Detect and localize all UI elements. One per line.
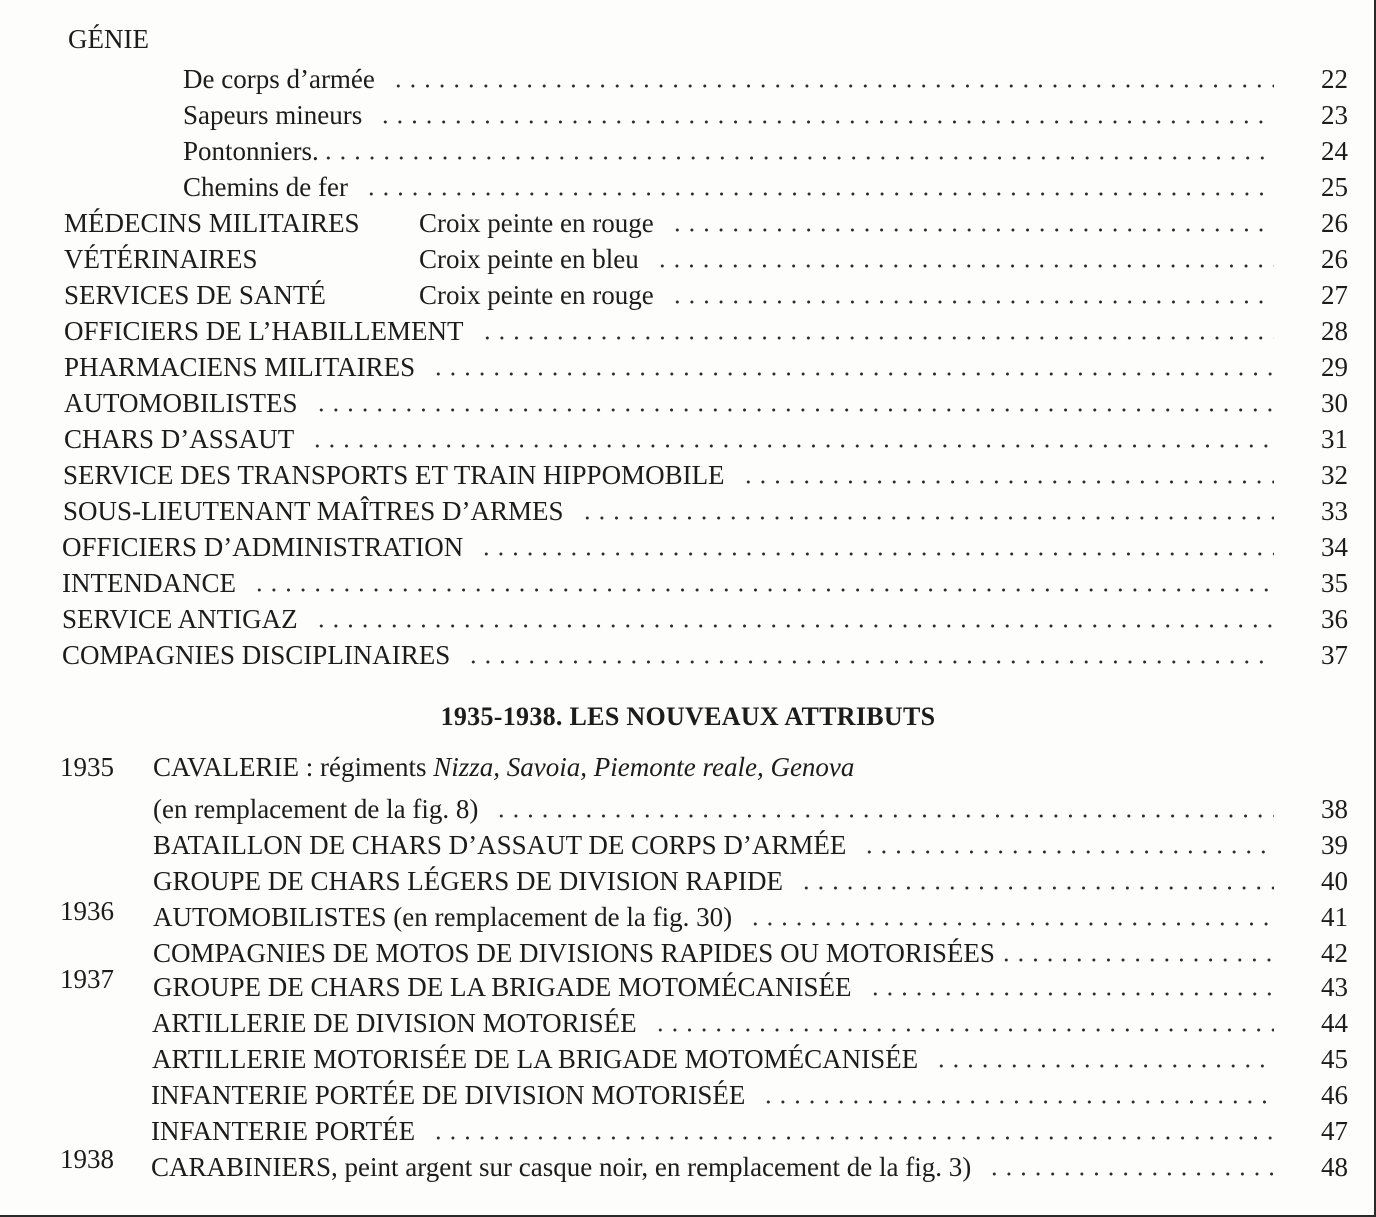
page-number: 35 — [1321, 568, 1348, 598]
leader-dots — [364, 192, 1274, 196]
toc-label: ARTILLERIE MOTORISÉE DE LA BRIGADE MOTOMÉCANISÉE — [152, 1044, 919, 1074]
toc-label: CHARS D’ASSAUT — [64, 424, 295, 454]
toc-label: INFANTERIE PORTÉE — [151, 1116, 416, 1146]
toc-label: COMPAGNIES DE MOTOS DE DIVISIONS RAPIDES OU MOTORISÉES — [153, 938, 995, 968]
toc-label: Sapeurs mineurs — [183, 100, 363, 130]
leader-dots — [748, 922, 1274, 926]
toc-row — [64, 384, 1348, 418]
toc-row — [63, 492, 1348, 526]
page-number: 23 — [1321, 100, 1348, 130]
year-label: 1938 — [60, 1144, 114, 1174]
leader-dots — [310, 444, 1274, 448]
toc-row — [152, 1004, 1348, 1038]
leader-dots — [480, 336, 1274, 340]
page-number: 25 — [1321, 172, 1348, 202]
leader-dots — [321, 156, 1274, 160]
page-number: 34 — [1321, 532, 1348, 562]
toc-label: SERVICES DE SANTÉ — [64, 280, 326, 310]
toc-label: SOUS-LIEUTENANT MAÎTRES D’ARMES — [63, 496, 564, 526]
toc-label: AUTOMOBILISTES (en remplacement de la fig. 30) — [153, 902, 733, 932]
leader-dots — [252, 588, 1274, 592]
toc-row — [153, 934, 1348, 968]
toc-row — [153, 790, 1348, 824]
toc-row — [62, 600, 1348, 634]
leader-dots — [999, 958, 1274, 962]
toc-label: De corps d’armée — [183, 64, 375, 94]
cavalerie-line — [153, 752, 854, 783]
page-number: 26 — [1321, 244, 1348, 274]
page-number: 27 — [1321, 280, 1348, 310]
page-number: 39 — [1321, 830, 1348, 860]
page-number: 46 — [1321, 1080, 1348, 1110]
toc-label: CARABINIERS, peint argent sur casque noir, en remplacement de la fig. 3) — [151, 1152, 972, 1182]
leader-dots — [653, 1028, 1274, 1032]
leader-dots — [799, 886, 1274, 890]
toc-note: Croix peinte en rouge — [419, 280, 654, 310]
toc-row — [151, 1148, 1348, 1182]
year-label: 1936 — [60, 896, 114, 926]
leader-dots — [670, 300, 1274, 304]
leader-dots — [314, 624, 1274, 628]
leader-dots — [741, 480, 1274, 484]
genie-heading: GÉNIE — [68, 24, 149, 54]
toc-label: MÉDECINS MILITAIRES — [64, 208, 360, 238]
year-label: 1935 — [60, 752, 114, 782]
toc-label: ARTILLERIE DE DIVISION MOTORISÉE — [152, 1008, 637, 1038]
page-number: 43 — [1321, 972, 1348, 1002]
toc-row — [183, 96, 1348, 130]
page-number: 28 — [1321, 316, 1348, 346]
toc-row — [183, 60, 1348, 94]
toc-row — [152, 1040, 1348, 1074]
leader-dots — [580, 516, 1274, 520]
section-title: 1935-1938. LES NOUVEAUX ATTRIBUTS — [440, 702, 936, 731]
toc-row — [63, 456, 1348, 490]
toc-row — [153, 968, 1348, 1002]
toc-row — [62, 636, 1348, 670]
page-number: 30 — [1321, 388, 1348, 418]
toc-label: GROUPE DE CHARS DE LA BRIGADE MOTOMÉCANISÉE — [153, 972, 852, 1002]
toc-label: COMPAGNIES DISCIPLINAIRES — [62, 640, 451, 670]
toc-row — [183, 168, 1348, 202]
page-number: 47 — [1321, 1116, 1348, 1146]
page-number: 42 — [1321, 938, 1348, 968]
page-number: 32 — [1321, 460, 1348, 490]
page-number: 29 — [1321, 352, 1348, 382]
leader-dots — [431, 1136, 1274, 1140]
leader-dots — [868, 992, 1274, 996]
toc-row — [183, 132, 1348, 166]
toc-row — [64, 348, 1348, 382]
toc-row — [153, 898, 1348, 932]
page-number: 26 — [1321, 208, 1348, 238]
page-number: 48 — [1321, 1152, 1348, 1182]
toc-note: Croix peinte en bleu — [419, 244, 639, 274]
toc-label: SERVICE DES TRANSPORTS ET TRAIN HIPPOMOBILE — [63, 460, 725, 490]
leader-dots — [655, 264, 1274, 268]
leader-dots — [934, 1064, 1274, 1068]
leader-dots — [479, 552, 1274, 556]
toc-label: AUTOMOBILISTES — [64, 388, 298, 418]
page-number: 31 — [1321, 424, 1348, 454]
leader-dots — [431, 372, 1274, 376]
toc-row — [64, 420, 1348, 454]
toc-label: INTENDANCE — [62, 568, 236, 598]
page-number: 36 — [1321, 604, 1348, 634]
leader-dots — [466, 660, 1274, 664]
leader-dots — [761, 1100, 1274, 1104]
toc-row — [151, 1076, 1348, 1110]
toc-label: PHARMACIENS MILITAIRES — [64, 352, 416, 382]
page-number: 37 — [1321, 640, 1348, 670]
cavalerie-regiments: Nizza, Savoia, Piemonte reale, Genova — [433, 752, 855, 782]
toc-row — [64, 312, 1348, 346]
toc-label: OFFICIERS DE L’HABILLEMENT — [64, 316, 464, 346]
toc-label: VÉTÉRINAIRES — [64, 244, 258, 274]
cavalerie-label: CAVALERIE : régiments — [153, 752, 434, 782]
toc-row — [153, 862, 1348, 896]
toc-row — [62, 564, 1348, 598]
page-number: 45 — [1321, 1044, 1348, 1074]
toc-label: OFFICIERS D’ADMINISTRATION — [62, 532, 464, 562]
toc-label: BATAILLON DE CHARS D’ASSAUT DE CORPS D’ARMÉE — [153, 830, 847, 860]
toc-label: Pontonniers. — [183, 136, 319, 166]
toc-label: INFANTERIE PORTÉE DE DIVISION MOTORISÉE — [151, 1080, 746, 1110]
toc-label: (en remplacement de la fig. 8) — [153, 794, 479, 824]
toc-row — [64, 240, 1348, 274]
toc-label: SERVICE ANTIGAZ — [62, 604, 298, 634]
toc-label: GROUPE DE CHARS LÉGERS DE DIVISION RAPIDE — [153, 866, 784, 896]
toc-row — [153, 826, 1348, 860]
toc-label: Chemins de fer — [183, 172, 348, 202]
page-number: 41 — [1321, 902, 1348, 932]
leader-dots — [862, 850, 1274, 854]
toc-row — [62, 528, 1348, 562]
page-number: 33 — [1321, 496, 1348, 526]
leader-dots — [670, 228, 1274, 232]
leader-dots — [987, 1172, 1274, 1176]
toc-row — [151, 1112, 1348, 1146]
leader-dots — [494, 814, 1274, 818]
leader-dots — [391, 84, 1274, 88]
toc-row — [64, 204, 1348, 238]
page-number: 40 — [1321, 866, 1348, 896]
year-label: 1937 — [60, 964, 114, 994]
leader-dots — [378, 120, 1274, 124]
toc-row — [64, 276, 1348, 310]
page-number: 22 — [1321, 64, 1348, 94]
page-number: 24 — [1321, 136, 1348, 166]
leader-dots — [314, 408, 1274, 412]
toc-note: Croix peinte en rouge — [419, 208, 654, 238]
page-number: 44 — [1321, 1008, 1348, 1038]
page-number: 38 — [1321, 794, 1348, 824]
